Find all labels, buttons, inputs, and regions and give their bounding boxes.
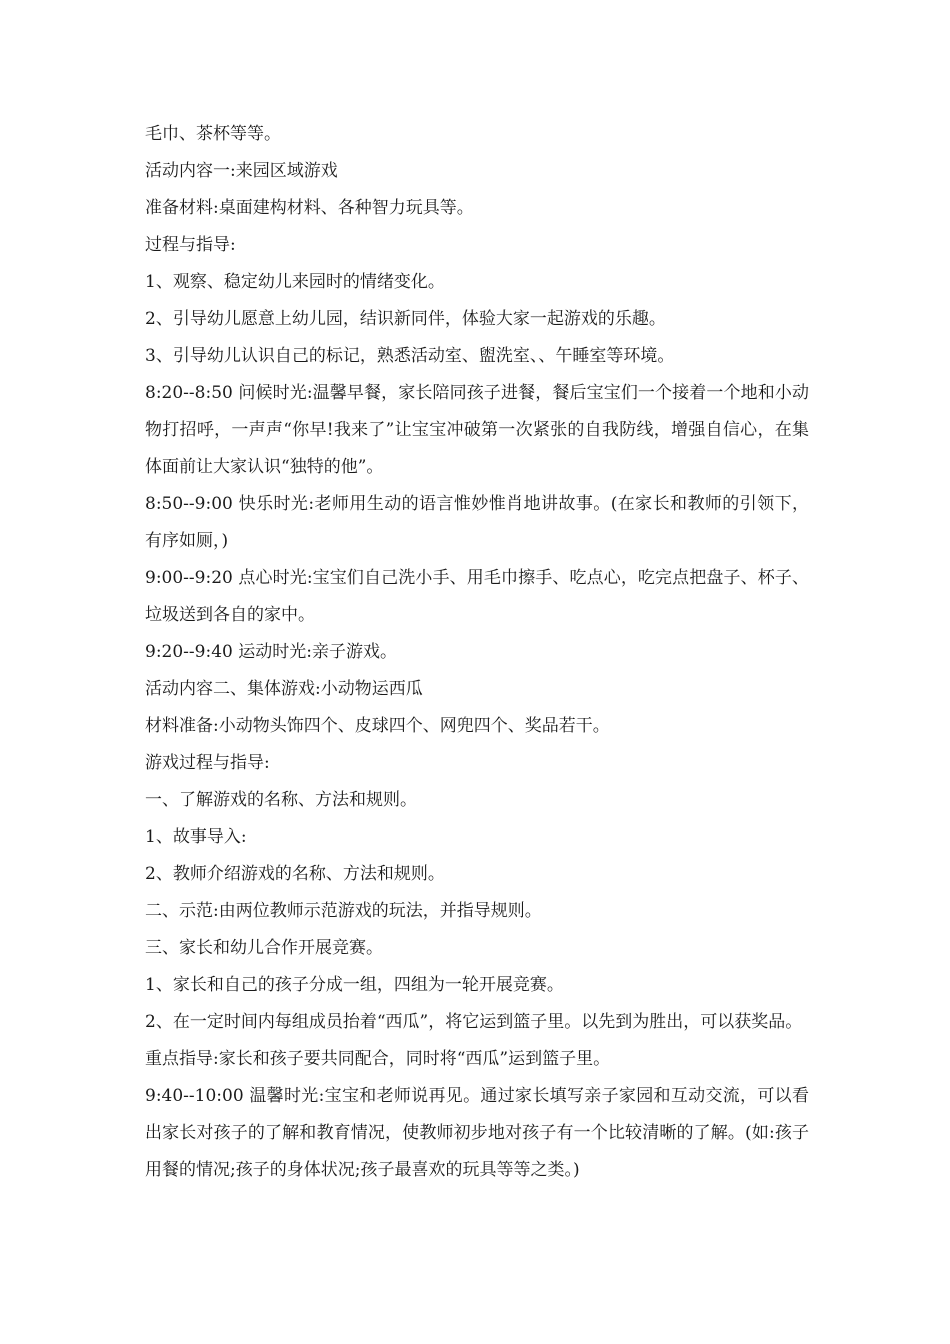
paragraph-activity-two: 活动内容二、集体游戏:小动物运西瓜	[145, 679, 423, 699]
document-body	[145, 116, 809, 1189]
paragraph-section-two: 二、示范:由两位教师示范游戏的玩法，并指导规则。	[145, 901, 542, 921]
paragraph-exercise-time: 9:20--9:40 运动时光:亲子游戏。	[145, 642, 397, 662]
paragraph-story-intro: 1、故事导入:	[145, 827, 247, 847]
paragraph-teacher-intro: 2、教师介绍游戏的名称、方法和规则。	[145, 864, 445, 884]
paragraph-activity-one: 活动内容一:来园区域游戏	[145, 161, 338, 181]
paragraph-game-process-heading: 游戏过程与指导:	[145, 753, 270, 773]
paragraph-section-one: 一、了解游戏的名称、方法和规则。	[145, 790, 417, 810]
paragraph-step-2: 2、引导幼儿愿意上幼儿园，结识新同伴，体验大家一起游戏的乐趣。	[145, 309, 666, 329]
paragraph-step-3: 3、引导幼儿认识自己的标记，熟悉活动室、盥洗室、、午睡室等环境。	[145, 346, 675, 366]
paragraph-prep-materials: 准备材料:桌面建构材料、各种智力玩具等。	[145, 198, 474, 218]
paragraph-group-split: 1、家长和自己的孩子分成一组，四组为一轮开展竞赛。	[145, 975, 564, 995]
paragraph-towel-cup: 毛巾、茶杯等等。	[145, 124, 281, 144]
paragraph-snack-time: 9:00--9:20 点心时光:宝宝们自己洗小手、用毛巾擦手、吃点心，吃完点把盘子、杯子、垃圾送到各自的家中。	[145, 568, 809, 625]
paragraph-process-heading: 过程与指导:	[145, 235, 236, 255]
paragraph-greeting-time: 8:20--8:50 问候时光:温馨早餐，家长陪同孩子进餐，餐后宝宝们一个接着一个地和小动物打招呼，一声声“你早!我来了”让宝宝冲破第一次紧张的自我防线，增强自信心，在集体面前让大家认识“独特的他”。	[145, 383, 809, 477]
paragraph-material-prep: 材料准备:小动物头饰四个、皮球四个、网兜四个、奖品若干。	[145, 716, 610, 736]
paragraph-carry-melon: 2、在一定时间内每组成员抬着“西瓜”，将它运到篮子里。以先到为胜出，可以获奖品。	[145, 1012, 803, 1032]
paragraph-key-guidance: 重点指导:家长和孩子要共同配合，同时将“西瓜”运到篮子里。	[145, 1049, 611, 1069]
paragraph-step-1: 1、观察、稳定幼儿来园时的情绪变化。	[145, 272, 445, 292]
paragraph-warm-time: 9:40--10:00 温馨时光:宝宝和老师说再见。通过家长填写亲子家园和互动交流，可以看出家长对孩子的了解和教育情况，使教师初步地对孩子有一个比较清晰的了解。(如:孩子用餐的情况;孩子的身体状况;孩子最喜欢的玩具等等之类。)	[145, 1086, 809, 1180]
paragraph-happy-time: 8:50--9:00 快乐时光:老师用生动的语言惟妙惟肖地讲故事。(在家长和教师的引领下，有序如厕，)	[145, 494, 809, 551]
paragraph-section-three: 三、家长和幼儿合作开展竞赛。	[145, 938, 383, 958]
